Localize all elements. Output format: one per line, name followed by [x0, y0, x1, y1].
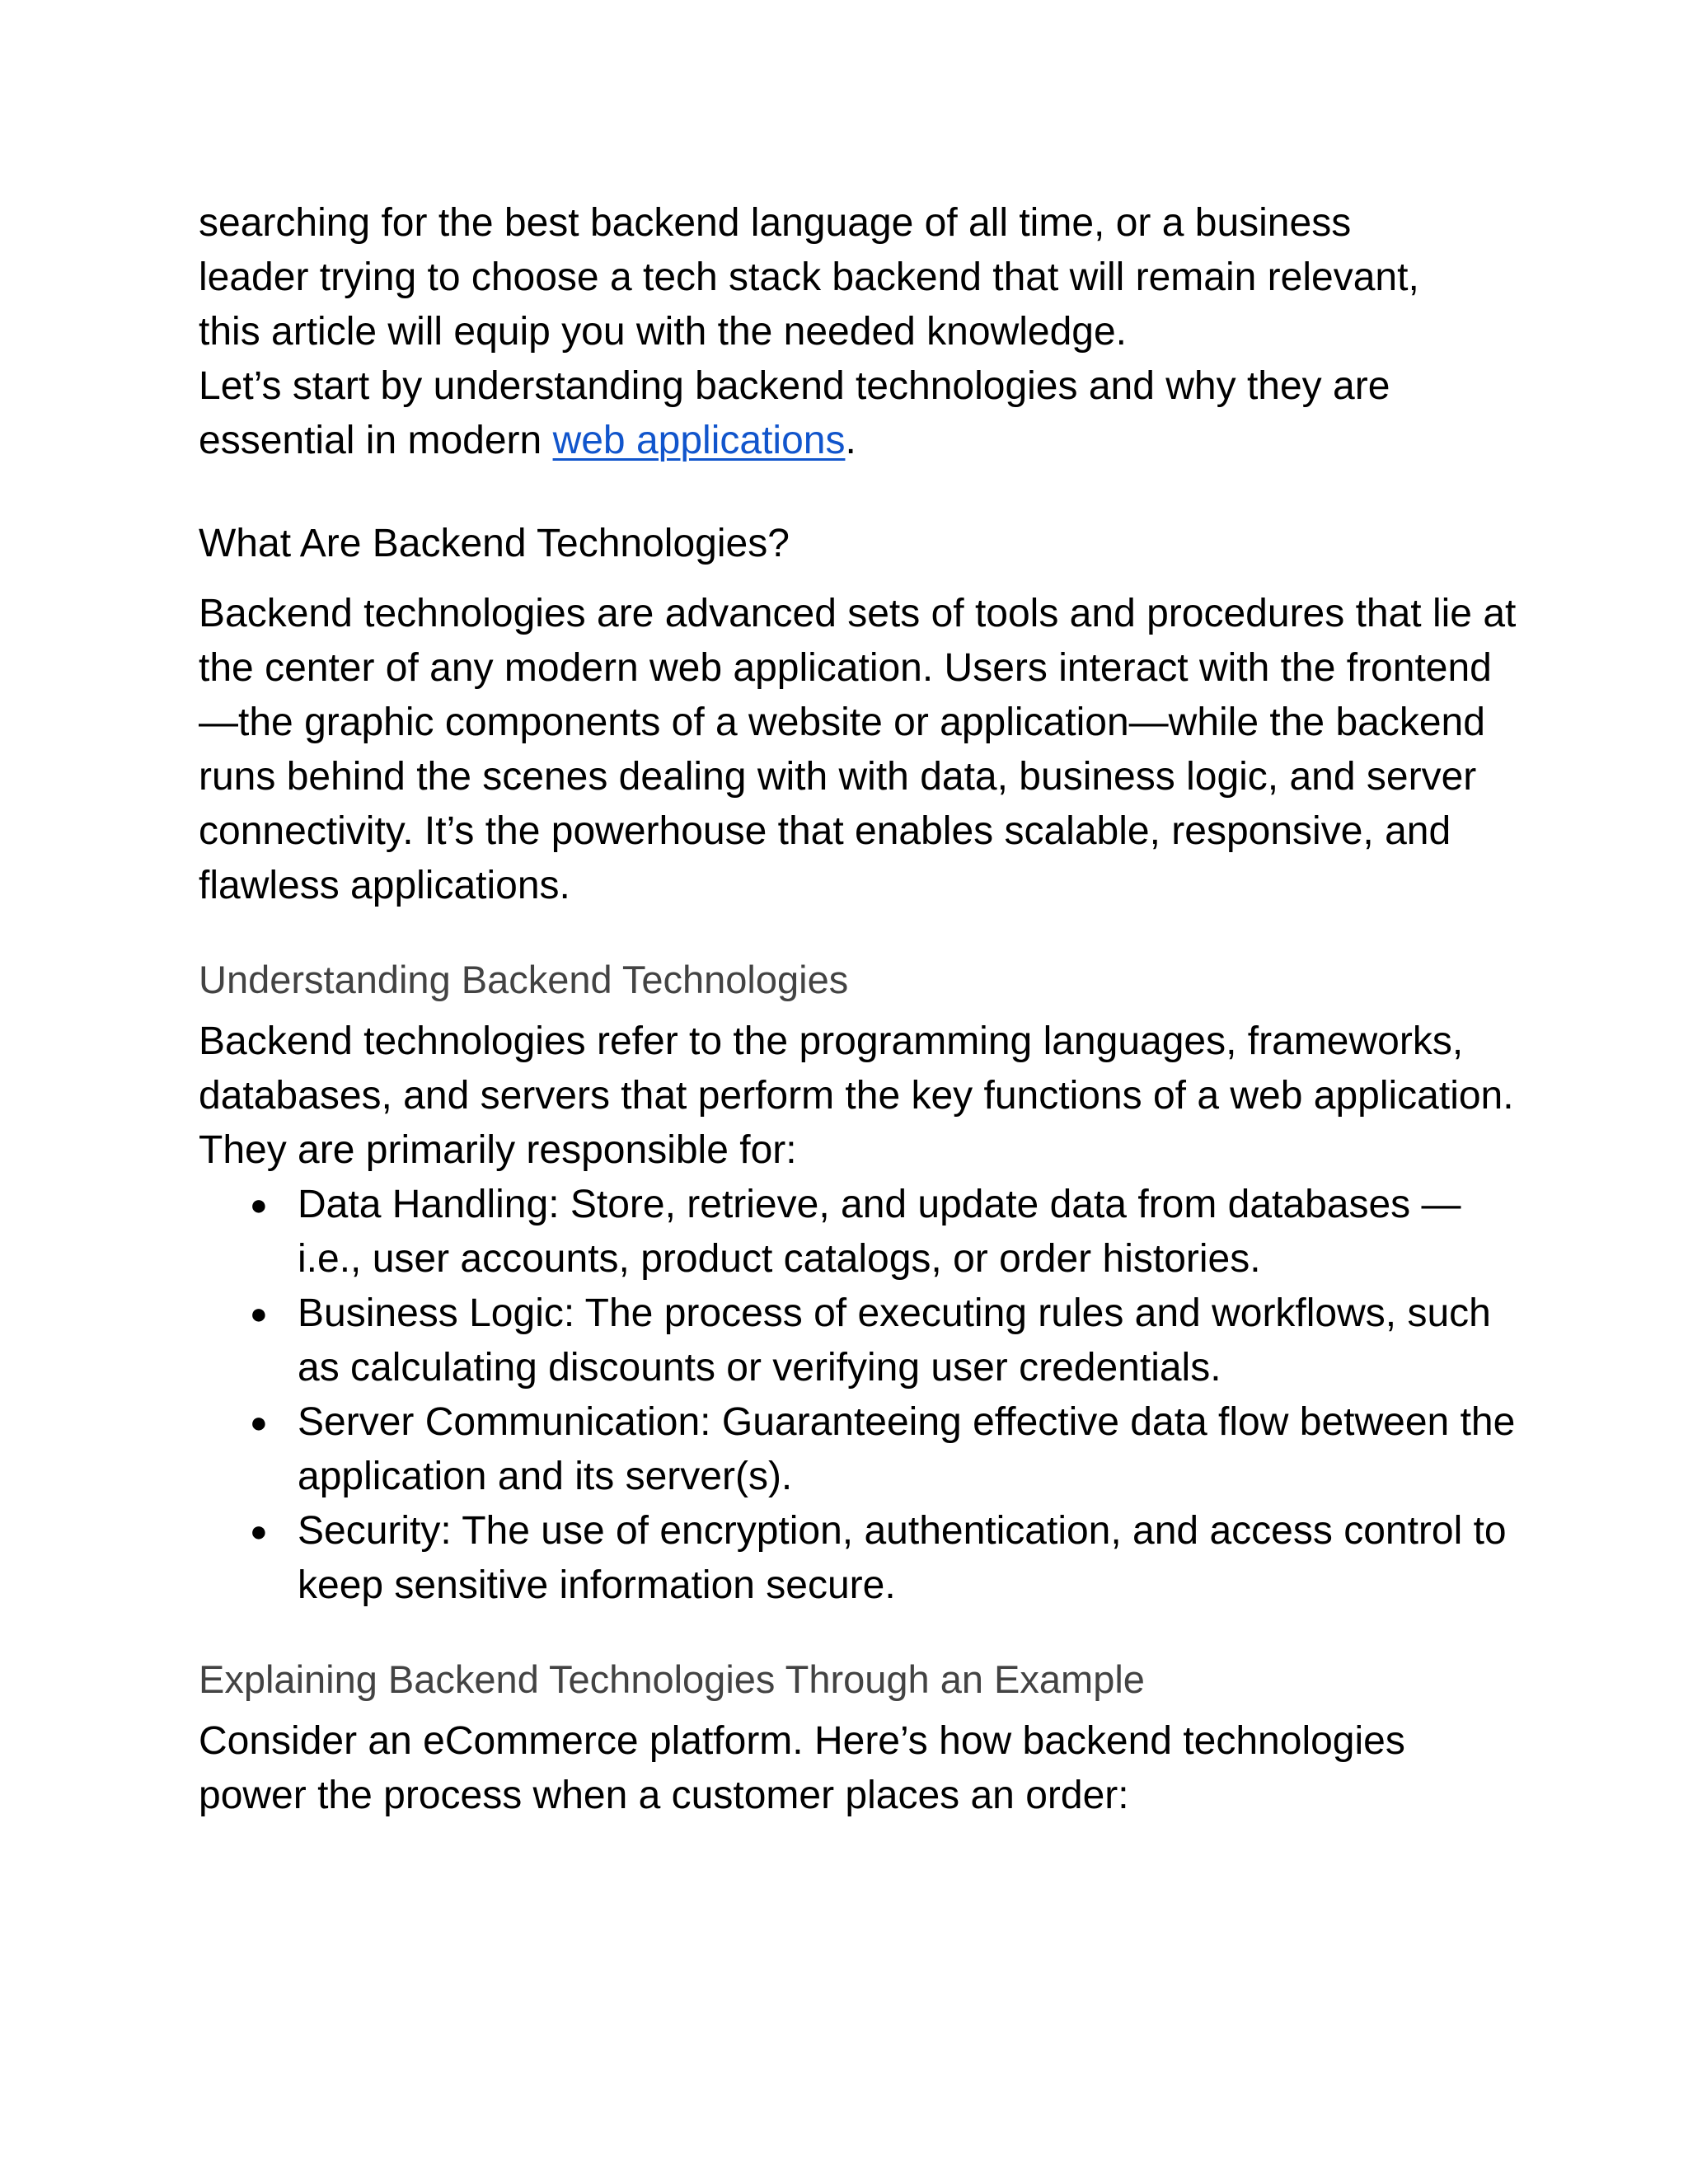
intro-line: this article will equip you with the needed knowledge. [199, 310, 1128, 354]
intro-line: leader trying to choose a tech stack backend that will remain relevant, [199, 255, 1419, 299]
list-item [199, 1178, 1517, 1286]
list-item [199, 1504, 1517, 1613]
section-heading-example: Explaining Backend Technologies Through an Example [199, 1657, 1145, 1701]
intro-line-with-link [199, 414, 1517, 468]
bullet-icon: ● [250, 1188, 268, 1221]
section-paragraph-example: Consider an eCommerce platform. Here’s how backend technologies power the process when a customer places an order: [199, 1719, 1405, 1817]
responsibilities-list [199, 1178, 1517, 1613]
section-heading-understanding: Understanding Backend Technologies [199, 958, 849, 1001]
bullet-icon: ● [250, 1296, 268, 1330]
bullet-icon: ● [250, 1514, 268, 1548]
list-item-text: Server Communication: Guaranteeing effective data flow between the application and its server(s). [298, 1400, 1516, 1498]
web-applications-link[interactable]: web applications [552, 419, 846, 462]
bullet-icon: ● [250, 1405, 268, 1439]
intro-line: searching for the best backend language of all time, or a business [199, 201, 1352, 245]
document-content [199, 196, 1517, 1823]
intro-line: Let’s start by understanding backend technologies and why they are [199, 364, 1390, 408]
section-heading-what-are-backend: What Are Backend Technologies? [199, 522, 790, 565]
list-item-text: Data Handling: Store, retrieve, and update data from databases — i.e., user accounts, product catalogs, or order histories. [298, 1183, 1461, 1281]
list-item [199, 1395, 1517, 1504]
intro-block [199, 196, 1517, 468]
section-paragraph-understanding: Backend technologies refer to the programming languages, frameworks, databases, and servers that perform the key functions of a web application. They are primarily responsible for: [199, 1019, 1514, 1172]
section-paragraph-what-are-backend: Backend technologies are advanced sets of tools and procedures that lie at the center of any modern web application. Users interact with the frontend—the graphic components of a website or application—while the backend runs behind the scenes dealing with with data, business logic, and server connectivity. It’s the powerhouse that enables scalable, responsive, and flawless applications. [199, 592, 1517, 907]
intro-link-prefix: essential in modern [199, 419, 553, 462]
list-item-text: Security: The use of encryption, authentication, and access control to keep sensitive information secure. [298, 1509, 1507, 1607]
list-item [199, 1286, 1517, 1395]
list-item-text: Business Logic: The process of executing rules and workflows, such as calculating discounts or verifying user credentials. [298, 1291, 1491, 1390]
intro-link-suffix: . [845, 419, 856, 462]
